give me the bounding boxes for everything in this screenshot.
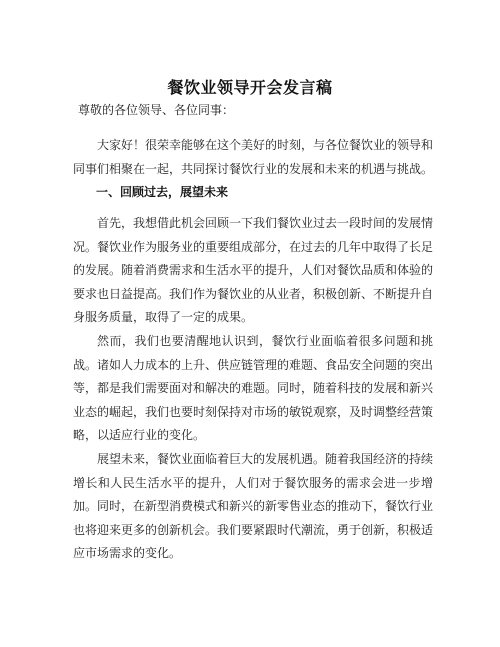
document-title: 餐饮业领导开会发言稿	[167, 78, 333, 97]
body-paragraph-challenges: 然而，我们也要清醒地认识到，餐饮行业面临着很多问题和挑战。诸如人力成本的上升、供应链管理的难题、食品安全问题的突出等，都是我们需要面对和解决的难题。同时，随着科技的发展和新兴业态的崛起，我们也要时刻保持对市场的敏锐观察，及时调整经营策略，以适应行业的变化。	[73, 334, 434, 442]
section-heading: 一、回顾过去，展望未来	[96, 185, 229, 199]
body-paragraph-outlook: 展望未来，餐饮业面临着巨大的发展机遇。随着我国经济的持续增长和人民生活水平的提升，人们对于餐饮服务的需求会进一步增加。同时，在新型消费模式和新兴的新零售业态的推动下，餐饮行业也将迎来更多的创新机会。我们要紧跟时代潮流，勇于创新，积极适应市场需求的变化。	[73, 452, 434, 560]
body-paragraph-review: 首先，我想借此机会回顾一下我们餐饮业过去一段时间的发展情况。餐饮业作为服务业的重要组成部分，在过去的几年中取得了长足的发展。随着消费需求和生活水平的提升，人们对餐饮品质和体验的要求也日益提高。我们作为餐饮业的从业者，积极创新、不断提升自身服务质量，取得了一定的成果。	[73, 216, 434, 324]
salutation: 尊敬的各位领导、各位同事：	[78, 103, 235, 117]
opening-paragraph: 大家好！很荣幸能够在这个美好的时刻，与各位餐饮业的领导和同事们相聚在一起，共同探讨餐饮行业的发展和未来的机遇与挑战。	[73, 138, 434, 176]
